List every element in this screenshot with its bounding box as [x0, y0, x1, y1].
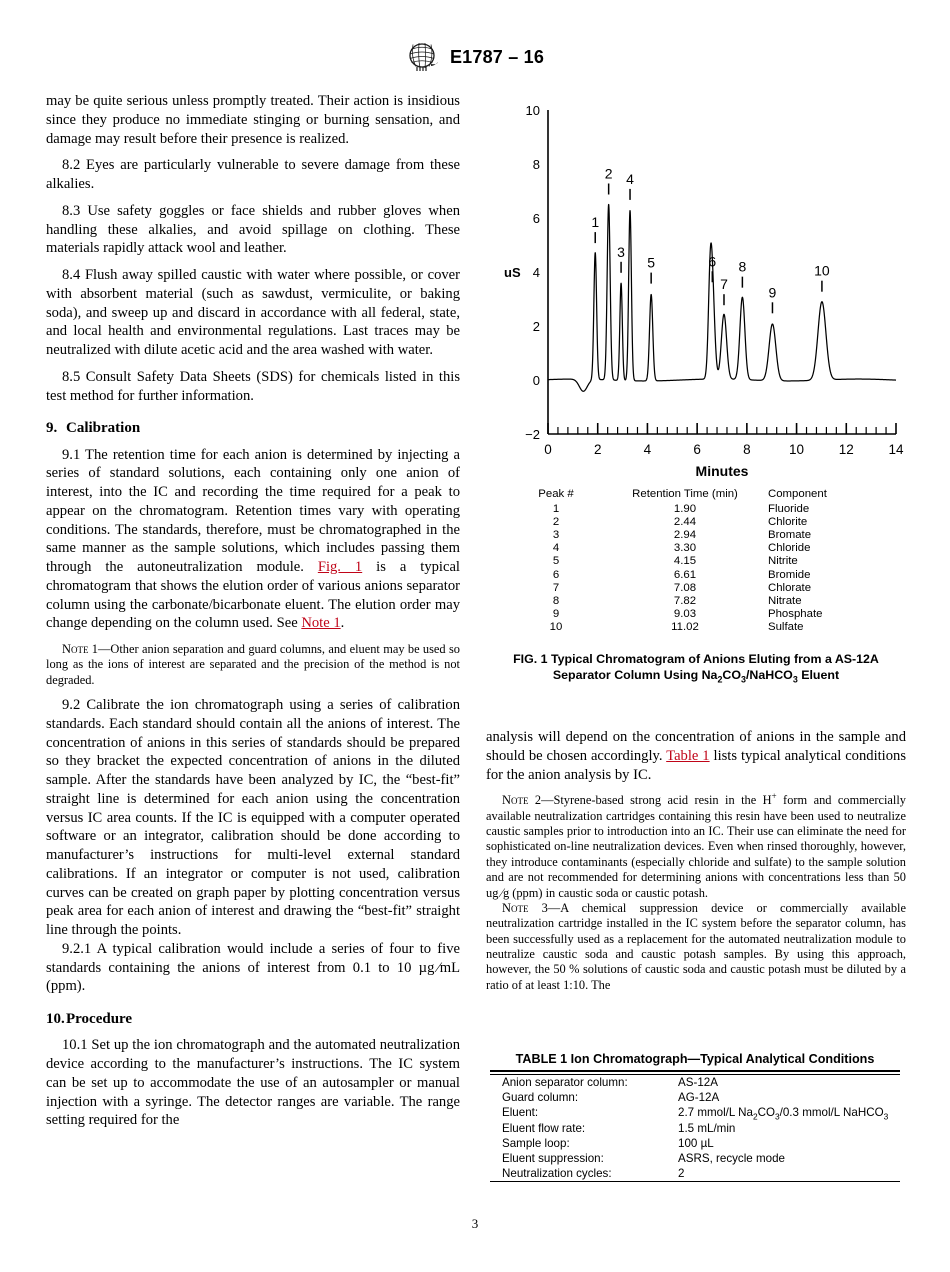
paragraph-9-2: 9.2 Calibrate the ion chromatograph using a series of calibration standards. Each standard should contain all the anions of interest. The concentration of anions in this series of standards should be prepared so they bracket the expected concentration of anions in the diluted sample. After the standards have been analyzed by IC, the “best-fit” straight line is determined for each anion using the concentration versus IC area counts. If the IC is equipped with a computer operated software or an integrator, calibration should be done according to manufacturer’s instructions for multi-level external standard calibrations. If an integrator or computer is not used, calibration curves can be created on graph paper by plotting concentration versus peak area for each anion of interest and drawing the “best-fit” straight line through the points. [46, 697, 460, 939]
note-2-text-a: —Styrene-based strong acid resin in the H [541, 793, 772, 808]
figure-1-block [486, 96, 906, 683]
paragraph-8-4: 8.4 Flush away spilled caustic with water where possible, or cover with absorbent material (such as sawdust, vermiculite, or baking soda), and sweep up and discard in accordance with all federal, state, and local health and environmental regulations. Last traces may be neutralized with dilute acetic acid and the area washed with water. [46, 267, 460, 358]
peak-label: 8 [738, 258, 747, 275]
paragraph-8-5: 8.5 Consult Safety Data Sheets (SDS) for chemicals listed in this test method for further information. [46, 368, 460, 404]
paragraph-9-1-text-a: 9.1 The retention time for each anion is determined by injecting a series of standard solutions, each containing only one anion of interest, into the IC and recording the time required for a peak to appear on the chromatogram. Retention times vary with operating conditions. The standards, therefore, must be chromatographed in the same manner as the sample solutions, which includes passing them through the autoneutralization module. [46, 446, 460, 576]
peak-table-cell: 10 [549, 621, 563, 634]
note-3-label: Note [502, 900, 529, 915]
y-tick-label: 6 [532, 211, 540, 226]
note-3-text: —A chemical suppression device or commercially available neutralization cartridge installed in the IC system before the separator column, has been successfully used as a replacement for the automated neutralization module to neutralize caustic soda and caustic potash samples. By using this approach, however, the 50 % solutions of caustic soda and caustic potash must be diluted by a ratio of at least 1:10. The [486, 900, 906, 992]
x-axis-title: Minutes [695, 463, 749, 479]
caption-seg-d: Eluent [797, 668, 840, 682]
standard-designation: E1787 – 16 [449, 46, 545, 67]
peak-table-cell: Nitrite [768, 555, 798, 568]
caption-seg-c: /NaHCO [745, 668, 793, 682]
table-1-row [490, 1151, 900, 1166]
note-1-number: 1 [88, 642, 98, 657]
section-9-title: Calibration [66, 420, 141, 437]
peak-table-cell: 7.82 [673, 594, 697, 607]
caption-sub-1: 2 [717, 674, 723, 685]
y-tick-label: 0 [532, 373, 540, 388]
table-1-row [490, 1136, 900, 1151]
table-1-title: TABLE 1 Ion Chromatograph—Typical Analytical Conditions [515, 1052, 875, 1066]
section-heading-10 [46, 1010, 460, 1029]
peak-table-cell: 2.44 [673, 515, 697, 528]
peak-table-cell: Chloride [768, 542, 811, 555]
y-tick-label: 10 [525, 103, 540, 118]
note-3-number: 3 [528, 900, 548, 915]
chromatogram-chart [486, 96, 906, 482]
y-axis-title: uS [504, 265, 521, 280]
caption-sub-2: 3 [741, 674, 746, 685]
paragraph-continuation-right [486, 728, 906, 784]
peak-table-row [510, 594, 882, 607]
note-2-label: Note [502, 793, 529, 808]
x-tick-label: 4 [643, 442, 652, 457]
peak-table-cell: Phosphate [768, 608, 823, 621]
table-1-value: 2 [678, 1167, 685, 1181]
table-1-body [490, 1075, 900, 1181]
table-1-row [490, 1090, 900, 1105]
table-1-key: Neutralization cycles: [502, 1167, 612, 1181]
peak-label: 7 [720, 276, 728, 293]
peak-label: 5 [647, 254, 656, 271]
peak-table-row [510, 581, 882, 594]
peak-table-cell: Chlorate [768, 581, 812, 594]
note-2-number: 2 [528, 793, 542, 808]
y-tick-label: −2 [525, 427, 540, 442]
peak-table-cell: Bromate [768, 528, 812, 541]
x-tick-label: 0 [544, 442, 552, 457]
right-column-text [486, 728, 906, 993]
peak-label: 2 [604, 165, 613, 182]
paragraph-9-2-1: 9.2.1 A typical calibration would include a series of four to five standards containing the anions of interest from 0.1 to 10 µg ⁄mL (ppm). [46, 940, 460, 995]
table-1-key: Eluent: [502, 1106, 539, 1120]
peak-table-header-row [510, 488, 882, 502]
section-9-number: 9. [46, 420, 58, 437]
right-cont-text-a: analysis will depend on the concentration of anions in the sample and should be chosen accordingly. [486, 729, 906, 764]
peak-table-cell: 4.15 [673, 555, 697, 568]
peak-table-cell: 4 [552, 542, 560, 555]
table-1-key: Eluent suppression: [502, 1152, 604, 1166]
caption-seg-b: CO [722, 668, 742, 682]
table-1 [490, 1052, 900, 1183]
x-tick-label: 10 [789, 442, 805, 457]
peak-table-cell: Fluoride [768, 502, 810, 515]
peak-table-cell: 11.02 [671, 621, 699, 634]
note-3 [486, 901, 906, 993]
peak-table-header-component: Component [768, 488, 827, 500]
astm-logo [406, 42, 440, 72]
peak-label: 10 [814, 262, 830, 279]
peak-table-cell: 1 [552, 502, 560, 515]
page-header [0, 42, 950, 72]
paragraph-8-3: 8.3 Use safety goggles or face shields and rubber gloves when handling these alkalies, and avoid spillage on clothing. These materials rapidly attack wool and leather. [46, 202, 460, 257]
table-1-key: Eluent flow rate: [502, 1121, 586, 1135]
y-tick-label: 8 [532, 157, 540, 172]
table-1-row [490, 1121, 900, 1136]
x-tick-label: 6 [693, 442, 701, 457]
peak-table-cell: 2.94 [673, 528, 697, 541]
peak-identification-table [510, 488, 882, 634]
table-1-value: ASRS, recycle mode [678, 1152, 785, 1166]
x-tick-label: 2 [593, 442, 602, 457]
y-tick-label: 4 [532, 265, 540, 280]
peak-table-cell: 6.61 [673, 568, 697, 581]
peak-table-row [510, 555, 882, 568]
caption-sub-3: 3 [792, 674, 798, 685]
peak-table-cell: 5 [552, 555, 560, 568]
x-tick-label: 8 [743, 442, 751, 457]
xref-note-1[interactable]: Note 1 [301, 615, 341, 632]
peak-label: 9 [768, 284, 777, 301]
y-tick-label: 2 [532, 319, 540, 334]
peak-table-row [510, 542, 882, 555]
page-number: 3 [471, 1216, 479, 1231]
note-1 [46, 642, 460, 688]
section-10-title: Procedure [66, 1011, 133, 1028]
table-1-value: 2.7 mmol/L $Na_2CO_3/0.3$ mmol/L NaHCO$_3$ [678, 1106, 889, 1122]
x-tick-label: 12 [838, 442, 854, 457]
peak-table-cell: 7 [552, 581, 560, 594]
paragraph-9-1 [46, 446, 460, 634]
peak-table-cell: 3.30 [673, 542, 697, 555]
peak-table-cell: 6 [552, 568, 560, 581]
peak-table-row [510, 621, 882, 634]
peak-table-row [510, 568, 882, 581]
peak-table-cell: 9.03 [673, 608, 697, 621]
peak-table-cell: Sulfate [768, 621, 804, 634]
left-column [46, 92, 460, 1130]
note-2 [486, 793, 906, 901]
caption-seg-a: Separator Column Using Na [552, 668, 718, 682]
table-1-row [490, 1166, 900, 1181]
peak-label: 4 [626, 170, 634, 187]
peak-table-header-peak: Peak # [538, 488, 574, 500]
table-1-key: Anion separator column: [502, 1076, 628, 1090]
table-1-row [490, 1105, 900, 1120]
table-1-value: 1.5 mL/min [678, 1121, 736, 1135]
table-1-key: Sample loop: [502, 1136, 570, 1150]
peak-label: 6 [708, 253, 717, 270]
table-1-value: AG-12A [678, 1091, 720, 1105]
table-1-key: Guard column: [502, 1091, 579, 1105]
paragraph-10-1: 10.1 Set up the ion chromatograph and the automated neutralization device according to the manufacturer’s instructions. The IC system can be set up to accommodate the use of an autosampler or manual injection with a syringe. The detector ranges are variable. The range setting required for the [46, 1037, 460, 1129]
figure-caption-line-2 [496, 667, 896, 683]
peak-table-cell: Chlorite [768, 515, 808, 528]
note-1-label: Note [62, 642, 89, 657]
table-1-value: 100 µL [678, 1136, 714, 1150]
note-1-text: —Other anion separation and guard columns, and eluent may be used so long as the ions of interest are separated and the precision of the method is not degraded. [46, 642, 460, 687]
table-1-value: AS-12A [678, 1076, 718, 1090]
peak-label: 3 [617, 243, 625, 260]
peak-table-cell: 3 [552, 528, 560, 541]
section-heading-9 [46, 419, 460, 438]
peak-table-row [510, 515, 882, 528]
table-1-rule-top [490, 1070, 900, 1072]
peak-table-row [510, 608, 882, 621]
note-2-superscript: + [771, 791, 777, 802]
section-10-number: 10. [46, 1011, 65, 1028]
table-1-rule-bottom [490, 1181, 900, 1183]
peak-table-cell: 1.90 [673, 502, 697, 515]
peak-label: 1 [591, 214, 600, 231]
paragraph-9-1-text-c: . [340, 615, 345, 632]
table-1-row [490, 1075, 900, 1090]
chromatogram-figure [486, 96, 906, 683]
paragraph-9-1-text-b: is a typical chromatogram that shows the elution order of various anions separator column using the carbonate/bicarbonate eluent. The elution order may change depending on the column used. See [46, 559, 460, 632]
peak-table-cell: 8 [552, 594, 560, 607]
peak-table-cell: 9 [552, 608, 560, 621]
chromatogram-trace [548, 204, 896, 391]
paragraph-continuation: may be quite serious unless promptly treated. Their action is insidious since they produce no immediate stinging or burning sensation, and damage may result before their presence is realized. [46, 93, 460, 147]
note-2-text-b: form and commercially available neutralization cartridges containing this resin have been used to neutralize caustic samples prior to introduction into an IC. Their use can eliminate the need for sophisticated on-line neutralization devices. Even when rinsed thoroughly, however, they introduce contaminants (especially chloride and sulfate) to the sample solution and are not recommended for determining anions with concentrations less than 50 ug ⁄g (ppm) in caustic soda or caustic potash. [486, 793, 906, 900]
peak-table-row [510, 528, 882, 541]
xref-table-1[interactable]: Table 1 [666, 747, 710, 764]
figure-1-caption [496, 651, 896, 683]
peak-table-header-retention: Retention Time (min) [632, 488, 738, 500]
xref-fig-1[interactable]: Fig. 1 [317, 559, 363, 576]
paragraph-8-2: 8.2 Eyes are particularly vulnerable to severe damage from these alkalies. [46, 157, 460, 192]
figure-caption-line-1: FIG. 1 Typical Chromatogram of Anions Eluting from a AS-12A [513, 651, 879, 666]
peak-table-cell: Nitrate [768, 594, 802, 607]
peak-table-cell: 7.08 [673, 581, 697, 594]
x-tick-label: 14 [888, 442, 904, 457]
right-cont-text-b: lists typical analytical conditions for the anion analysis by IC. [486, 747, 907, 783]
peak-table-cell: Bromide [768, 568, 811, 581]
peak-table-row [510, 502, 882, 515]
peak-table-cell: 2 [552, 515, 560, 528]
